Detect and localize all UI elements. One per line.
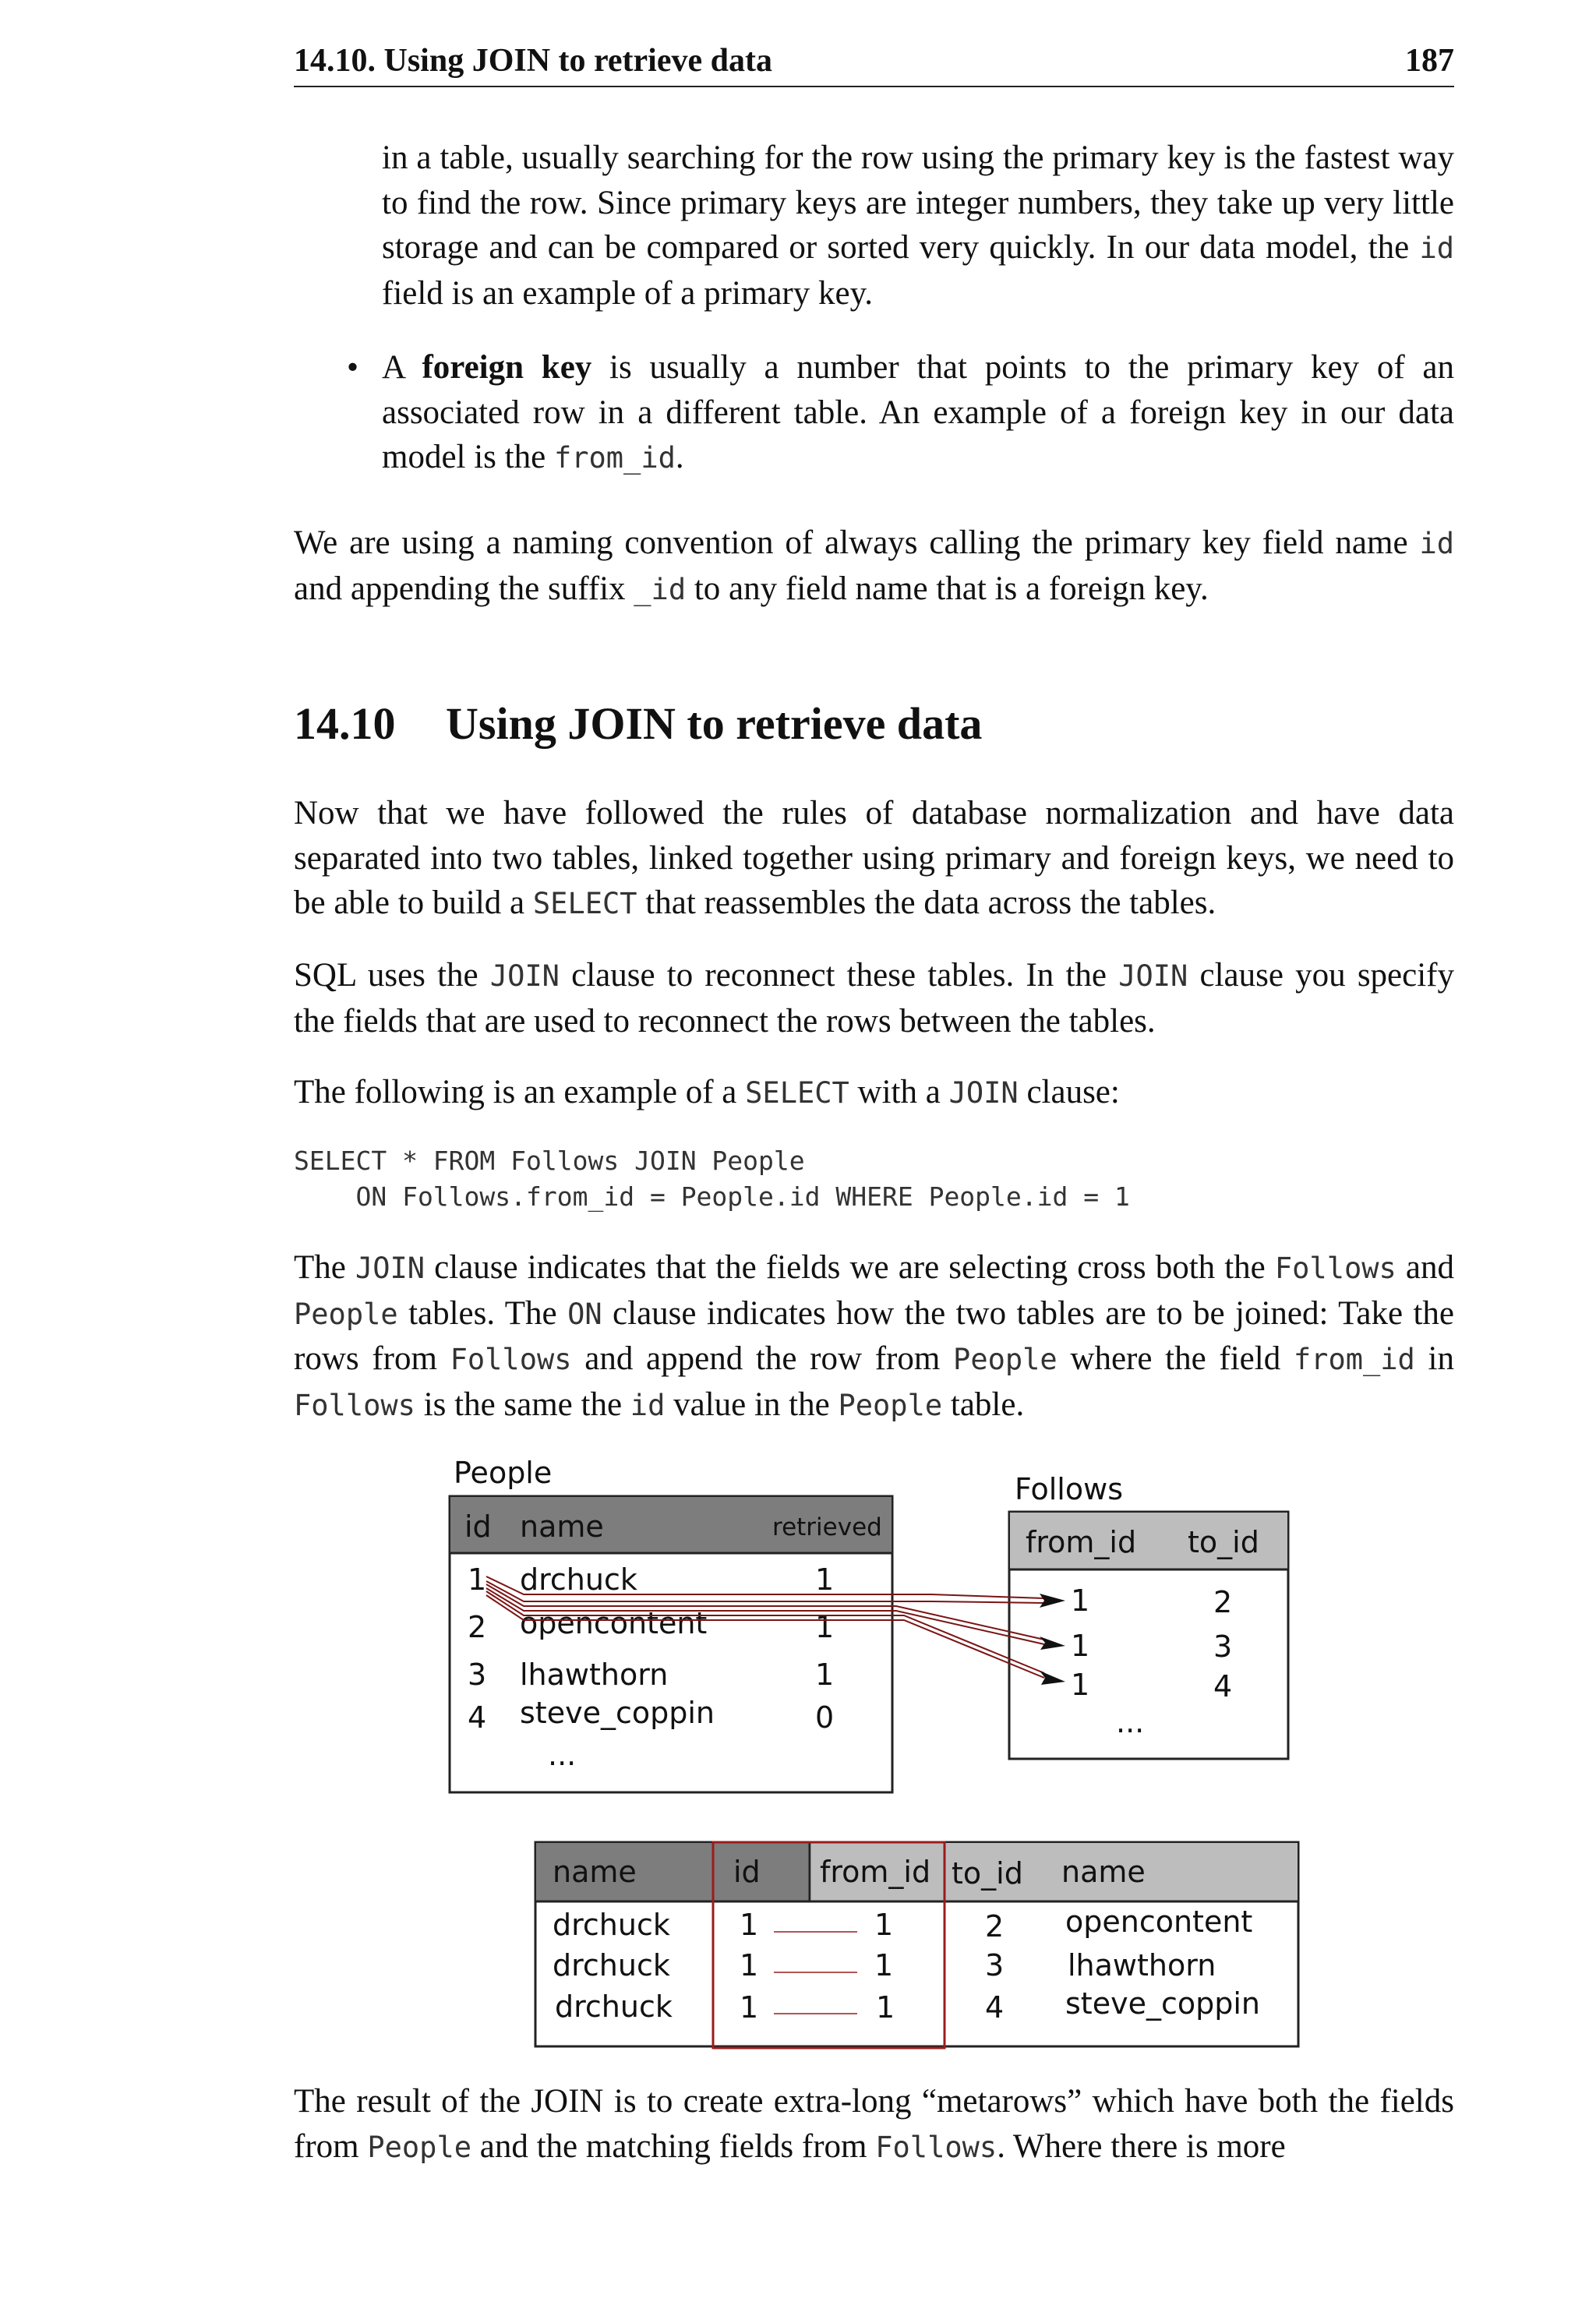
result-header-cell: name [553, 1855, 637, 1889]
result-cell: 3 [985, 1948, 1005, 1982]
people-cell: 2 [468, 1610, 487, 1644]
result-cell: opencontent [1065, 1905, 1253, 1939]
people-cell: opencontent [520, 1606, 708, 1640]
join-explanation-paragraph: The JOIN clause indicates that the fields we are selecting cross both the Follows and People tables. The ON clause indicates how the two tables are to be joined: Take the rows from Follows and append the row from People where the field from_id in Follows is the same the id value in the People table. [294, 1249, 1455, 1423]
foreign-key-bullet: A foreign key is usually a number that points to the primary key of an associated row in a different table. An example of a foreign key in our data model is the from_id. [382, 349, 1454, 475]
people-cell: 1 [815, 1610, 835, 1644]
result-header-cell: from_id [820, 1855, 931, 1889]
page-number: 187 [1405, 43, 1454, 79]
naming-convention-paragraph: We are using a naming convention of always calling the primary key field name id and appending the suffix _id to any field name that is a foreign key. [294, 524, 1454, 607]
result-cell: steve_coppin [1065, 1986, 1260, 2021]
people-header-cell: name [520, 1509, 604, 1544]
people-header-cell: retrieved [772, 1513, 882, 1541]
primary-key-paragraph: in a table, usually searching for the row using the primary key is the fastest way to find the row. Since primary keys are integer numbers, they take up very little storage and can be compared or sorted very quickly. In our data model, the id field is an example of a primary key. [382, 139, 1454, 312]
code-line: SELECT * FROM Follows JOIN People [294, 1146, 805, 1176]
people-cell: 3 [468, 1658, 487, 1692]
result-header-cell: name [1061, 1855, 1146, 1889]
follows-cell: 2 [1213, 1585, 1233, 1619]
follows-header-cell: from_id [1026, 1525, 1137, 1559]
people-header-cell: id [464, 1509, 492, 1544]
section-heading: 14.10 Using JOIN to retrieve data [294, 698, 983, 749]
result-cell: 2 [985, 1909, 1005, 1944]
people-table-title: People [454, 1456, 553, 1490]
result-cell: drchuck [553, 1948, 670, 1982]
follows-cell: 1 [1071, 1583, 1090, 1618]
result-cell: 1 [874, 1948, 894, 1982]
code-line: ON Follows.from_id = People.id WHERE People.id = 1 [294, 1181, 1130, 1212]
people-cell: 0 [815, 1700, 835, 1735]
normalization-paragraph: Now that we have followed the rules of database normalization and have data separated into two tables, linked together using primary and foreign keys, we need to be able to build a SELECT that reassembles the data across the tables. [294, 795, 1454, 921]
result-cell: 1 [874, 1908, 894, 1942]
people-cell: steve_coppin [520, 1696, 715, 1730]
follows-header-cell: to_id [1188, 1525, 1259, 1559]
result-cell: 1 [740, 1948, 759, 1982]
follows-table-title: Follows [1015, 1472, 1123, 1506]
result-cell: 1 [740, 1990, 759, 2025]
result-cell: 4 [985, 1990, 1005, 2025]
result-cell: 1 [740, 1908, 759, 1942]
follows-cell: 4 [1213, 1669, 1233, 1704]
follows-cell: 3 [1213, 1629, 1233, 1664]
people-ellipsis: ... [548, 1738, 577, 1772]
people-cell: 1 [468, 1562, 487, 1597]
people-cell: 4 [468, 1700, 487, 1735]
bullet-icon: • [347, 349, 359, 386]
people-cell: 1 [815, 1658, 835, 1692]
running-title: 14.10. Using JOIN to retrieve data [294, 43, 772, 79]
result-header-cell: to_id [952, 1856, 1023, 1891]
result-cell: drchuck [555, 1989, 673, 2024]
metarows-paragraph: The result of the JOIN is to create extra-long “metarows” which have both the fields from People and the matching fields from Follows. Where there is more [294, 2083, 1454, 2165]
result-cell: lhawthorn [1068, 1948, 1216, 1982]
people-cell: lhawthorn [520, 1658, 669, 1692]
result-cell: 1 [876, 1990, 895, 2025]
people-cell: drchuck [520, 1562, 637, 1597]
result-cell: drchuck [553, 1908, 670, 1942]
follows-cell: 1 [1071, 1629, 1090, 1663]
result-header-cell: id [733, 1855, 761, 1889]
people-cell: 1 [815, 1562, 835, 1597]
join-clause-paragraph: SQL uses the JOIN clause to reconnect these tables. In the JOIN clause you specify the fields that are used to reconnect the rows between the tables. [294, 957, 1454, 1040]
follows-ellipsis: ... [1116, 1705, 1145, 1739]
example-intro-paragraph: The following is an example of a SELECT with a JOIN clause: [294, 1074, 1120, 1110]
follows-cell: 1 [1071, 1668, 1090, 1702]
